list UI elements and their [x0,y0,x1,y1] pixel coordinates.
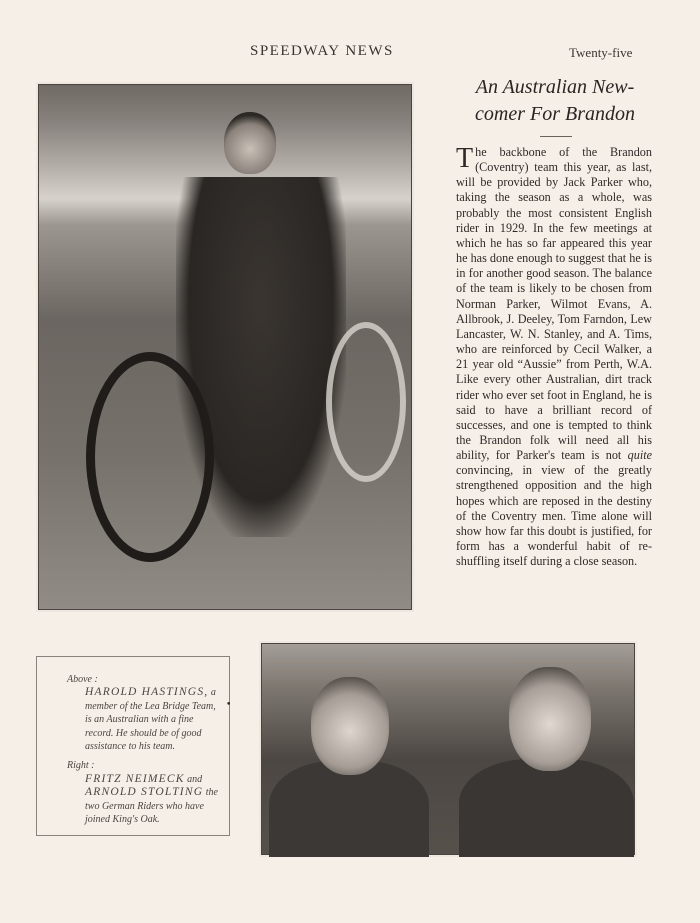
caption-above-label: Above : [67,674,98,685]
caption-above-text [67,686,219,753]
caption-right-and: and [187,773,203,785]
rider-right-face [509,667,591,771]
article-title-line1: An Australian New- [475,76,635,98]
page-number: Twenty-five [569,45,633,60]
rider-left-body [269,761,429,857]
publication-title: SPEEDWAY NEWS [250,43,394,59]
rider-head [224,112,276,174]
photo-caption-box [36,656,230,836]
two-riders-photo [259,641,637,857]
caption-bullet: • [226,700,232,710]
caption-above-desc: a member of the Lea Bridge Team, is an Australian with a fine record. He should be of good assistance to his team. [85,687,216,753]
caption-right-name1: FRITZ NEIMECK [85,772,185,785]
article-body [456,145,652,569]
rider-left-face [311,677,389,775]
front-wheel [86,352,214,562]
caption-above-name: HAROLD HASTINGS, [85,686,209,699]
caption-right-label: Right : [67,760,95,772]
article-title [440,74,670,128]
article-body-part1: The backbone of the Brandon (Coventry) team this year, as last, will be provided by Jack Parker who, taking the season as a whole, was probably the most consistent English rider in 1929. In the few meetings at which he has so far appeared this year he has done enough to suggest that he is in for another good season. The balance of the team is likely to be chosen from Norman Parker, Wilmot Evans, A. Allbrook, J. Deeley, Tom Farndon, Lew Lancaster, W. N. Stanley, and A. Tims, who are reinforced by Cecil Walker, a 21 year old “Aussie” from Perth, W.A. Like every other Australian, dirt track rider who ever set foot in England, he is said to have a brilliant record of successes, and one is tempted to think the Brandon folk will need all his ability, for Parker's team is not [456,143,652,463]
rider-on-motorcycle-photo [36,82,414,612]
title-divider [540,136,572,137]
article-title-line2: comer For Brandon [475,103,635,125]
caption-right-text [67,773,219,827]
rider-right-body [459,759,634,857]
article-body-part2: convincing, in view of the greatly strengthened opposition and the high hopes which are reposed in the destiny of the Coventry men. Time alone will show how far this doubt is justified, for form has a wonderful habit of re-shuffling itself during a close season. [456,463,652,569]
caption-right-name2: ARNOLD STOLTING [85,786,204,799]
rear-wheel [326,322,406,482]
article-body-emphasis: quite [627,448,652,463]
caption-right-desc: the two German Riders who have joined King's Oak. [85,787,218,826]
